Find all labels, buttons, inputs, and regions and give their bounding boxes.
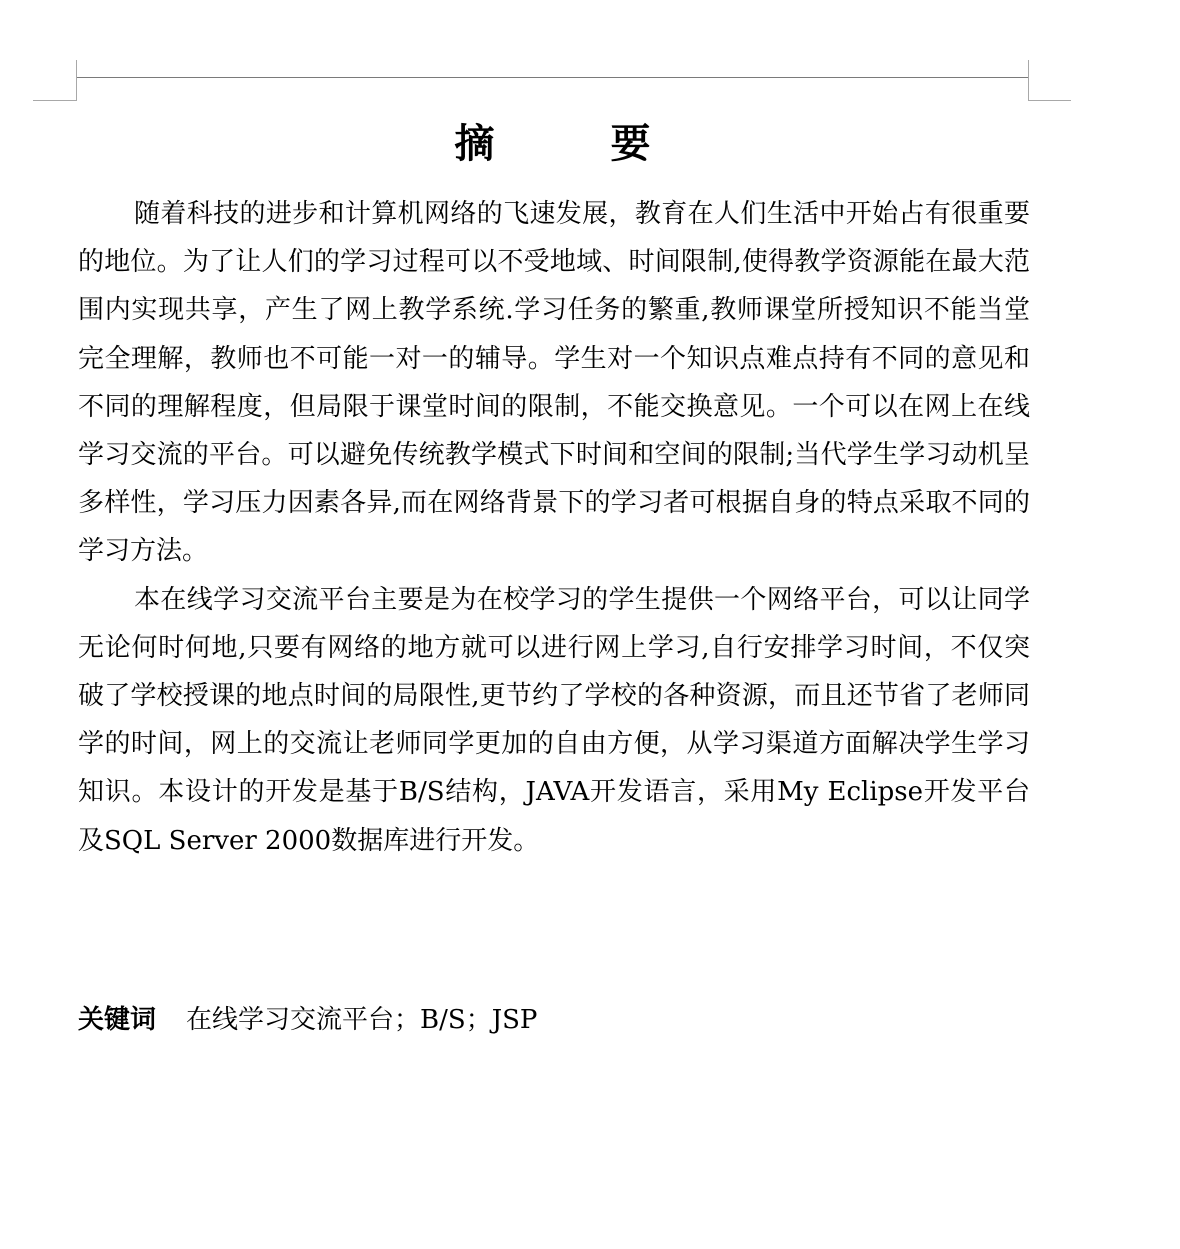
margin-mark-right-horizontal xyxy=(1028,100,1071,101)
margin-mark-right-vertical xyxy=(1028,60,1029,101)
abstract-title: 摘 要 xyxy=(454,121,689,167)
keywords-line xyxy=(78,996,1030,1044)
abstract-paragraph-1: 随着科技的进步和计算机网络的飞速发展，教育在人们生活中开始占有很重要的地位。为了让人们的学习过程可以不受地域、时间限制,使得教学资源能在最大范围内实现共享，产生了网上教学系统.学习任务的繁重,教师课堂所授知识不能当堂完全理解，教师也不可能一对一的辅导。学生对一个知识点难点持有不同的意见和不同的理解程度，但局限于课堂时间的限制，不能交换意见。一个可以在网上在线学习交流的平台。可以避免传统教学模式下时间和空间的限制;当代学生学习动机呈多样性，学习压力因素各异,而在网络背景下的学习者可根据自身的特点采取不同的学习方法。 xyxy=(78,199,1030,567)
keywords-label: 关键词 xyxy=(78,1005,157,1035)
keywords-text: 在线学习交流平台；B/S；JSP xyxy=(186,1005,538,1035)
margin-mark-left-vertical xyxy=(76,60,77,101)
header-rule xyxy=(76,77,1029,78)
abstract-paragraph-2: 本在线学习交流平台主要是为在校学习的学生提供一个网络平台，可以让同学无论何时何地,只要有网络的地方就可以进行网上学习,自行安排学习时间，不仅突破了学校授课的地点时间的局限性,更节约了学校的各种资源，而且还节省了老师同学的时间，网上的交流让老师同学更加的自由方便，从学习渠道方面解决学生学习知识。本设计的开发是基于B/S结构，JAVA开发语言，采用My Eclipse开发平台及SQL Server 2000数据库进行开发。 xyxy=(78,584,1030,856)
margin-mark-left-horizontal xyxy=(33,100,77,101)
abstract-body xyxy=(78,190,1030,865)
